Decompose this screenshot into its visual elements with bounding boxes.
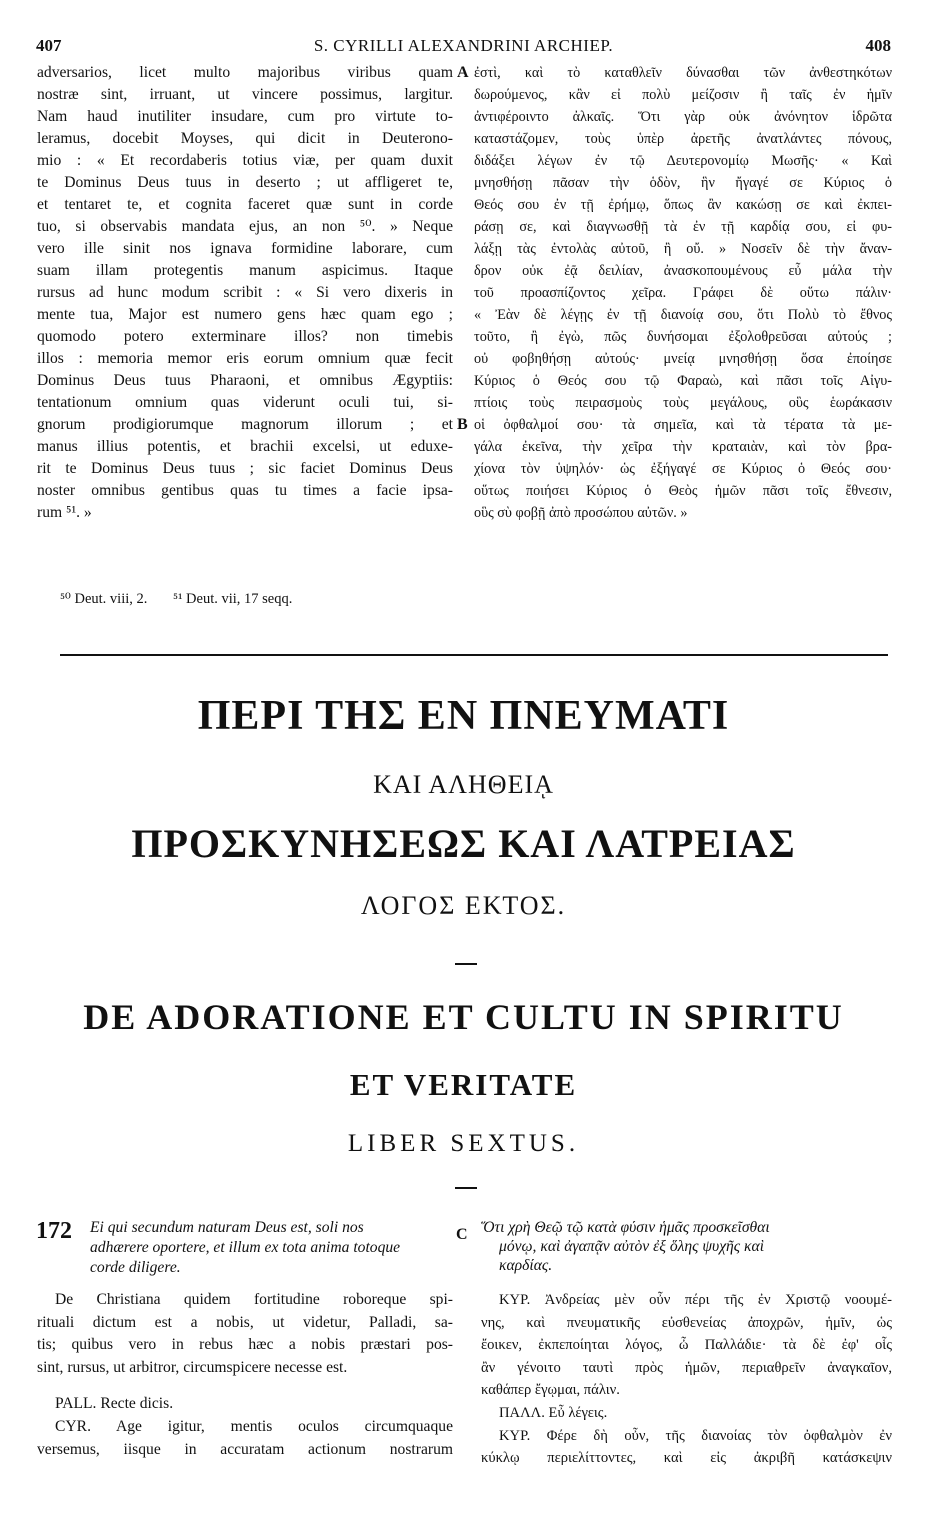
text-line: « Ἐὰν δὲ λέγῃς ἐν τῇ διανοίᾳ σου, ὅτι Πολὺ τὸ ἔθνος [474, 307, 892, 323]
text-line: οὐ φοβηθήσῃ αὐτούς· μνείᾳ μνησθήσῃ ὅσα ἐποίησε [474, 351, 892, 367]
text-line: ΠΑΛΛ. Εὖ λέγεις. [499, 1404, 608, 1421]
latin-column-lower [37, 1289, 453, 1461]
text-line: χίονα τὸν ὑψηλόν· ὡς ἐξήγαγέ σε Κύριος ὁ Θεός σου· [474, 461, 892, 477]
text-line: δρον οὐκ ἐᾷ δειλίαν, ἀνασκοπουμένους εὖ μάλα τὴν [474, 263, 892, 279]
text-line: Nam haud inutiliter insudare, cum pro virtute to- [37, 108, 453, 125]
running-title: S. CYRILLI ALEXANDRINI ARCHIEP. [313, 36, 614, 55]
text-line: μόνῳ, καὶ ἀγαπᾷν αὐτὸν ἐξ ὅλης ψυχῆς καὶ [499, 1238, 765, 1255]
text-line: rit te Dominus Deus tuus ; sic faciet Dominus Deus [37, 460, 453, 477]
margin-letter-a: A [457, 64, 469, 81]
text-line: πτίοις τοὺς πειρασμοὺς τοὺς μεγάλους, οὓς ἑωράκασιν [474, 395, 892, 411]
text-line: ἐστὶ, καὶ τὸ καταθλεῖν δύνασθαι τῶν ἀνθεστηκότων [474, 65, 892, 81]
text-line: manus illius potentis, et brachii excelsi, ut eduxe- [37, 438, 453, 455]
footnote-50: ⁵⁰ Deut. viii, 2. [60, 591, 148, 607]
text-line: quomodo potero exterminare illos? non timebis [37, 328, 453, 345]
text-line: corde diligere. [90, 1259, 181, 1276]
text-line: rum ⁵¹. » [37, 504, 92, 521]
text-line: noster omnibus gentibus quas tu times a facie ipsa- [37, 482, 453, 499]
text-line: οἱ ὀφθαλμοί σου· τὰ σημεῖα, καὶ τὰ τέρατα τὰ με- [474, 417, 892, 433]
latin-summary [90, 1218, 452, 1278]
greek-summary [481, 1218, 891, 1275]
text-line: rituali dictum est a nobis, ut videtur, Palladi, sa- [37, 1313, 453, 1331]
text-line: νης, καὶ πνευματικῆς εὐσθενείας ἀποχρῶν, ἡμῖν, ὡς [481, 1314, 892, 1331]
text-line: ΚΥΡ. Ἀνδρείας μὲν οὖν πέρι τῆς ἐν Χριστῷ νοουμέ- [499, 1292, 892, 1308]
text-line: μνησθήσῃ πᾶσαν τὴν ὁδὸν, ἣν ἤγαγέ σε Κύριος ὁ [474, 175, 892, 191]
text-line: οὕτως ποιήσει Κύριος ὁ Θεὸς ἡμῶν πᾶσι τοῖς ἔθνεσιν, [474, 483, 892, 499]
text-line: οὓς σὺ φοβῇ ἀπὸ προσώπου αὐτῶν. » [474, 505, 688, 521]
text-line: mente tua, Major est numero gens hæc quam ego ; [37, 306, 453, 323]
text-line: ΚΥΡ. Φέρε δὴ οὖν, τῆς διανοίας τὸν ὀφθαλμὸν ἐν [499, 1427, 892, 1444]
text-line: γάλα ἐκεῖνα, τὴν χεῖρα τὴν κραταιὰν, καὶ τὸν βρα- [474, 439, 892, 455]
text-line: adhærere oportere, et illum ex tota anima totoque [90, 1239, 401, 1256]
text-line: Θεός σου ἐν τῇ ἐρήμῳ, ὅπως ἂν κακώσῃ σε καὶ ἐκπει- [474, 197, 892, 213]
page-number-left: 407 [36, 36, 62, 55]
title-divider [455, 963, 477, 965]
text-line: PALL. Recte dicis. [55, 1395, 174, 1413]
latin-title-line-1: DE ADORATIONE ET CULTU IN SPIRITU [83, 997, 844, 1037]
text-line: suam illam protegentis manum aspicimus. Itaque [37, 262, 453, 279]
text-line: te Dominus Deus tuus in deserto ; ut affligeret te, [37, 174, 453, 191]
greek-book-label: ΛΟΓΟΣ ΕΚΤΟΣ. [360, 891, 567, 920]
text-line: et tentaret te, et cognita faceret quæ sunt in corde [37, 196, 453, 213]
text-line: λάξῃ τὰς ἐντολὰς αὐτοῦ, ἢ οὔ. » Νοσεῖν δὲ τὴν ἄναν- [474, 241, 892, 257]
text-line: Ὅτι χρὴ Θεῷ τῷ κατὰ φύσιν ἡμᾶς προσκεῖσθαι [481, 1219, 770, 1236]
text-line: versemus, iisque in accuratam actionum nostrarum [37, 1440, 453, 1458]
text-line: δωρούμενος, κἂν εἰ πολὺ μείζοσιν ἢ ταῖς ἐν ἡμῖν [474, 87, 892, 103]
text-line: ράσῃ σε, καὶ διαγνωσθῇ τὰ ἐν τῇ καρδίᾳ σου, εἰ φυ- [474, 219, 892, 235]
greek-title-line-3: ΠΡΟΣΚΥΝΗΣΕΩΣ ΚΑΙ ΛΑΤΡΕΙΑΣ [131, 821, 796, 866]
text-line: nostræ sint, irruant, ut vincere possimus, largitur. [37, 86, 453, 103]
text-line: vero ille sinit nos ignava formidine laborare, cum [37, 240, 453, 257]
text-line: καρδίας. [499, 1257, 553, 1274]
text-line: De Christiana quidem fortitudine roboreque spi- [55, 1291, 453, 1308]
latin-book-label: LIBER SEXTUS. [347, 1130, 580, 1157]
footnotes [60, 591, 314, 608]
greek-column-upper [474, 62, 892, 524]
text-line: illos : memoria memor eris eorum omnium quæ fecit [37, 350, 453, 367]
text-line: τοῦ προασπίζοντος χεῖρα. Γράφει δὲ οὕτω πάλιν· [474, 285, 892, 301]
horizontal-rule [60, 654, 888, 656]
greek-title-line-1: ΠΕΡΙ ΤΗΣ ΕΝ ΠΝΕΥΜΑΤΙ [197, 693, 730, 739]
text-line: κύκλῳ περιελίττοντες, καὶ εἰς ἀκριβῆ κατάσκεψιν [481, 1450, 892, 1467]
greek-column-lower [481, 1289, 892, 1470]
margin-letter-c: C [456, 1226, 468, 1243]
text-line: διδάξει λέγων ἐν τῷ Δευτερονομίῳ Μωσῆς· « Καὶ [474, 153, 892, 169]
text-line: Dominus Deus tuus Pharaoni, et omnibus Ægyptiis: [37, 372, 453, 389]
text-line: καταστάζομεν, τοὺς ὑπὲρ ἀρετῆς ἀνατλάντες πόνους, [474, 131, 892, 147]
text-line: tis; quibus vero in rebus hæc a nobis præstari pos- [37, 1336, 453, 1354]
latin-column-upper [37, 62, 453, 524]
text-line: ἔοικεν, ἐκπεποίηται λόγος, ὦ Παλλάδιε· τὰ δὲ ἐφ' οἷς [481, 1337, 892, 1354]
section-number: 172 [36, 1218, 72, 1244]
text-line: gnorum prodigiorumque magnorum illorum ; et [37, 416, 453, 433]
text-line: tuo, si observabis mandata ejus, an non ⁵⁰. » Neque [37, 218, 453, 235]
text-line: τοῦτο, ἢ ἐγὼ, πῶς δυνήσομαι ἐξολοθρεῦσαι αὐτούς ; [474, 329, 892, 345]
text-line: mio : « Et recordaberis totius viæ, per quam duxit [37, 152, 453, 169]
text-line: sint, rursus, ut arbitror, circumspicere necesse est. [37, 1358, 348, 1376]
text-line: leramus, docebit Moyses, qui dicit in Deuterono- [37, 130, 453, 147]
text-line: rursus ad hunc modum scribit : « Si vero dixeris in [37, 284, 453, 301]
footnote-51: ⁵¹ Deut. vii, 17 seqq. [173, 591, 293, 607]
margin-letter-b: B [457, 416, 468, 433]
running-header [36, 36, 891, 58]
text-line: adversarios, licet multo majoribus viribus quam [37, 64, 453, 81]
text-line: καθάπερ ἔγῳμαι, πάλιν. [481, 1382, 620, 1399]
text-line: Ei qui secundum naturam Deus est, soli nos [90, 1219, 364, 1236]
title-divider [455, 1187, 477, 1189]
text-line: ἀντιφέροιντο ἀλκαῖς. Ὅτι γὰρ οὐκ ἀνόνητον ἱδρῶτα [474, 109, 892, 125]
latin-title-line-2: ET VERITATE [349, 1067, 578, 1102]
text-line: CYR. Age igitur, mentis oculos circumquaque [55, 1417, 453, 1435]
text-line: tentationum omnium quas viderunt oculi tui, si- [37, 394, 453, 411]
blank-line [37, 1379, 453, 1393]
greek-title-line-2: ΚΑΙ ΑΛΗΘΕΙᾼ [373, 770, 554, 799]
page-number-right: 408 [865, 36, 891, 55]
text-line: Κύριος ὁ Θεός σου τῷ Φαραὼ, καὶ πᾶσι τοῖς Αἰγυ- [474, 373, 892, 389]
text-line: ἂν γένοιτο ταυτὶ πρὸς ἡμῶν, περιαθρεῖν ἀναγκαῖον, [481, 1359, 892, 1376]
